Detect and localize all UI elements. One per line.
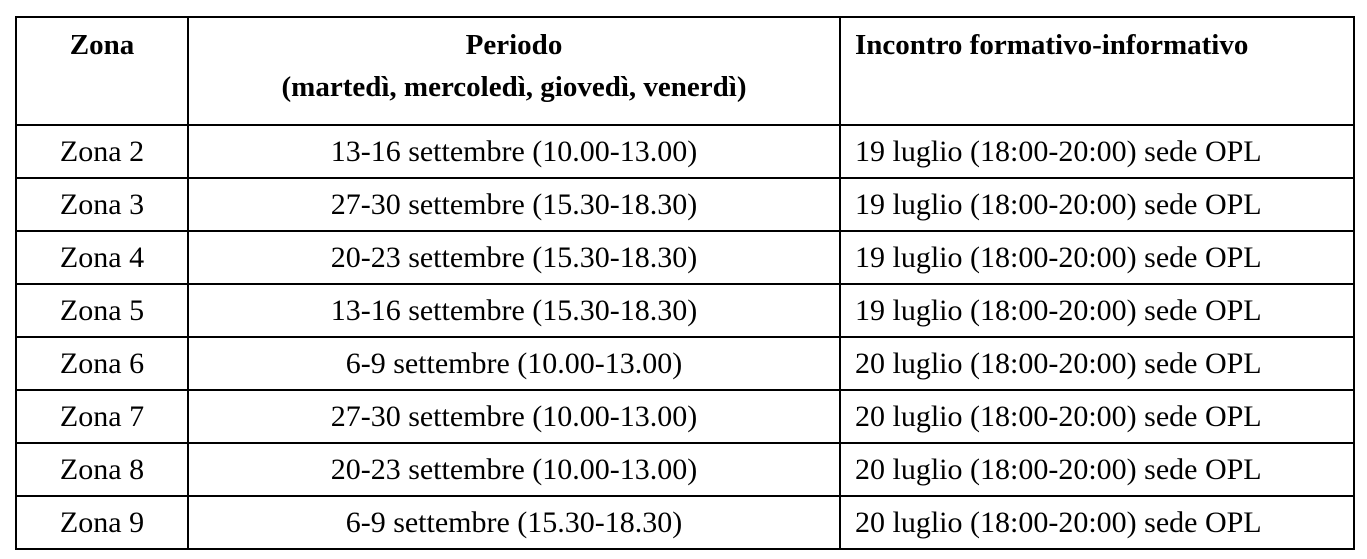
cell-incontro: 20 luglio (18:00-20:00) sede OPL [840,496,1354,549]
cell-periodo: 13-16 settembre (15.30-18.30) [188,284,840,337]
table-row [16,390,1354,443]
header-periodo-days: (martedì, mercoledì, giovedì, venerdì) [281,71,747,103]
header-periodo-title: Periodo [465,29,563,61]
cell-incontro: 19 luglio (18:00-20:00) sede OPL [840,231,1354,284]
cell-zona: Zona 3 [16,178,188,231]
table-row [16,443,1354,496]
cell-incontro: 20 luglio (18:00-20:00) sede OPL [840,337,1354,390]
cell-periodo: 13-16 settembre (10.00-13.00) [188,125,840,178]
cell-periodo: 6-9 settembre (10.00-13.00) [188,337,840,390]
cell-periodo: 20-23 settembre (15.30-18.30) [188,231,840,284]
table-row [16,284,1354,337]
cell-incontro: 19 luglio (18:00-20:00) sede OPL [840,178,1354,231]
cell-zona: Zona 9 [16,496,188,549]
table-row [16,496,1354,549]
table-row [16,231,1354,284]
cell-periodo: 6-9 settembre (15.30-18.30) [188,496,840,549]
header-periodo [188,17,840,125]
cell-zona: Zona 7 [16,390,188,443]
header-row [16,17,1354,125]
cell-incontro: 20 luglio (18:00-20:00) sede OPL [840,390,1354,443]
cell-zona: Zona 6 [16,337,188,390]
schedule-table [15,16,1355,550]
cell-periodo: 27-30 settembre (10.00-13.00) [188,390,840,443]
cell-zona: Zona 8 [16,443,188,496]
table-header [16,17,1354,125]
cell-incontro: 19 luglio (18:00-20:00) sede OPL [840,125,1354,178]
cell-periodo: 20-23 settembre (10.00-13.00) [188,443,840,496]
cell-zona: Zona 4 [16,231,188,284]
cell-incontro: 20 luglio (18:00-20:00) sede OPL [840,443,1354,496]
cell-zona: Zona 5 [16,284,188,337]
schedule-table-wrapper [15,16,1355,550]
table-row [16,125,1354,178]
cell-incontro: 19 luglio (18:00-20:00) sede OPL [840,284,1354,337]
table-row [16,337,1354,390]
cell-periodo: 27-30 settembre (15.30-18.30) [188,178,840,231]
header-zona: Zona [16,17,188,125]
cell-zona: Zona 2 [16,125,188,178]
table-body [16,125,1354,549]
table-row [16,178,1354,231]
header-incontro: Incontro formativo-informativo [840,17,1354,125]
